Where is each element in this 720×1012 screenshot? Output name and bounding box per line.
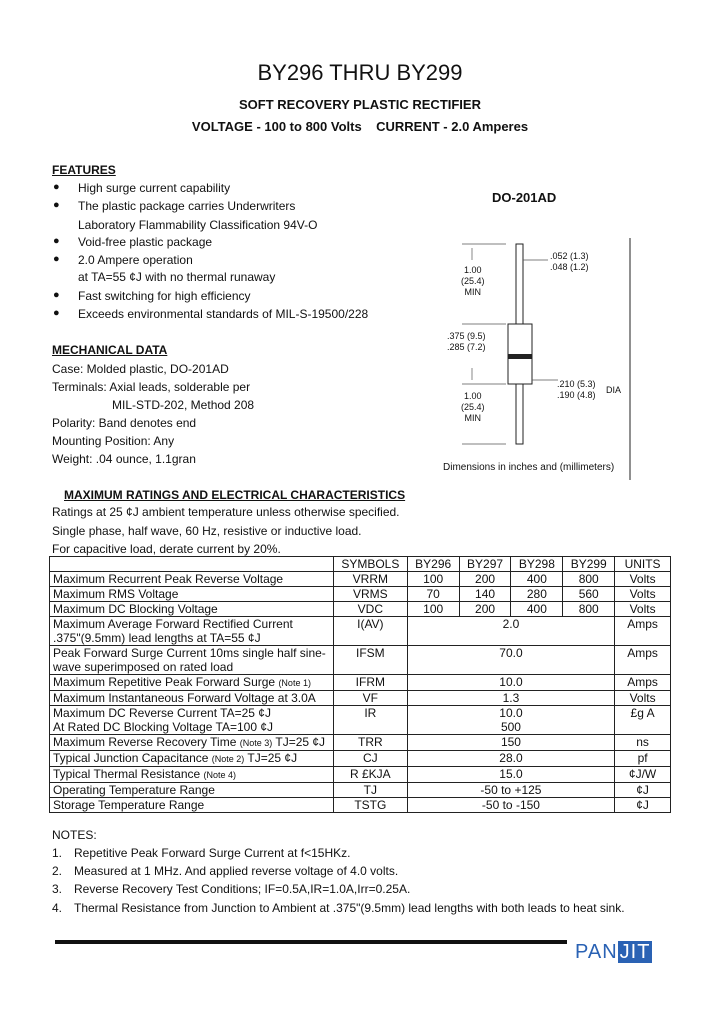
- lead-length-top-dim: 1.00 (25.4) MIN: [461, 265, 485, 297]
- table-row: Operating Temperature Range TJ -50 to +125 ¢J: [50, 783, 671, 798]
- mech-line: MIL-STD-202, Method 208: [112, 398, 255, 412]
- table-row: Maximum Average Forward Rectified Current .375"(9.5mm) lead lengths at TA=55 ¢J I(AV) 2.0 Amps: [50, 617, 671, 646]
- panjit-logo: PAN JIT: [575, 941, 651, 963]
- column-header: BY298: [511, 557, 563, 572]
- features-heading: FEATURES: [52, 163, 116, 177]
- feature-item: High surge current capability: [78, 181, 231, 195]
- page-title: BY296 THRU BY299: [257, 60, 463, 85]
- ratings-intro-line: For capacitive load, derate current by 20%.: [52, 542, 281, 556]
- note-number: 1.: [52, 846, 63, 860]
- note-text: Thermal Resistance from Junction to Ambient at .375"(9.5mm) lead lengths with both leads to heat sink.: [74, 901, 625, 915]
- feature-item: The plastic package carries Underwriters: [78, 199, 296, 213]
- body-length-dim: .375 (9.5) .285 (7.2): [447, 331, 486, 352]
- bullet-icon: ●: [53, 199, 60, 211]
- column-header: BY296: [407, 557, 459, 572]
- notes-heading: NOTES:: [52, 828, 97, 842]
- table-row: Maximum DC Blocking Voltage VDC 100 200 400 800 Volts: [50, 602, 671, 617]
- note-text: Repetitive Peak Forward Surge Current at f<15HKz.: [74, 846, 351, 860]
- package-label: DO-201AD: [492, 190, 557, 205]
- table-row: Maximum RMS Voltage VRMS 70 140 280 560 Volts: [50, 587, 671, 602]
- mech-line: Mounting Position: Any: [52, 434, 175, 448]
- body-diameter-dim: .210 (5.3) .190 (4.8): [557, 379, 596, 400]
- feature-item: Void-free plastic package: [78, 235, 213, 249]
- table-row: Typical Junction Capacitance (Note 2) TJ=25 ¢J CJ 28.0 pf: [50, 751, 671, 767]
- bullet-icon: ●: [53, 307, 60, 319]
- mechanical-heading: MECHANICAL DATA: [52, 343, 168, 357]
- lead-length-bottom-dim: 1.00 (25.4) MIN: [461, 391, 485, 423]
- mech-line: Weight: .04 ounce, 1.1gran: [52, 452, 196, 466]
- column-header: SYMBOLS: [333, 557, 407, 572]
- feature-item-cont: Laboratory Flammability Classification 94V-O: [78, 218, 318, 232]
- table-row: Peak Forward Surge Current 10ms single half sine- wave superimposed on rated load IFSM 70.0 Amps: [50, 646, 671, 675]
- ratings-heading: MAXIMUM RATINGS AND ELECTRICAL CHARACTERISTICS: [64, 488, 406, 502]
- bullet-icon: ●: [53, 181, 60, 193]
- table-header-row: [50, 557, 671, 572]
- ratings-intro-line: Single phase, half wave, 60 Hz, resistive or inductive load.: [52, 524, 362, 538]
- ratings-intro-line: Ratings at 25 ¢J ambient temperature unless otherwise specified.: [52, 505, 400, 519]
- dia-label: DIA: [606, 385, 622, 395]
- bullet-icon: ●: [53, 235, 60, 247]
- feature-item-cont: at TA=55 ¢J with no thermal runaway: [78, 270, 276, 284]
- column-header: BY297: [459, 557, 511, 572]
- dimensions-caption: Dimensions in inches and (millimeters): [443, 462, 615, 473]
- bullet-icon: ●: [53, 289, 60, 301]
- feature-item: Fast switching for high efficiency: [78, 289, 251, 303]
- mech-line: Polarity: Band denotes end: [52, 416, 197, 430]
- note-text: Reverse Recovery Test Conditions; IF=0.5A,IR=1.0A,Irr=0.25A.: [74, 882, 411, 896]
- column-header: [50, 557, 334, 572]
- lead-diameter-dim: .052 (1.3) .048 (1.2): [550, 251, 589, 272]
- ratings-table: [49, 556, 671, 813]
- feature-item: Exceeds environmental standards of MIL-S-19500/228: [78, 307, 369, 321]
- table-row: Storage Temperature Range TSTG -50 to -150 ¢J: [50, 798, 671, 813]
- table-row: Typical Thermal Resistance (Note 4) R £KJA 15.0 ¢J/W: [50, 767, 671, 783]
- note-text: Measured at 1 MHz. And applied reverse voltage of 4.0 volts.: [74, 864, 399, 878]
- table-row: Maximum Reverse Recovery Time (Note 3) TJ=25 ¢J TRR 150 ns: [50, 735, 671, 751]
- table-row: Maximum Repetitive Peak Forward Surge (Note 1) IFRM 10.0 Amps: [50, 675, 671, 691]
- bullet-icon: ●: [53, 253, 60, 265]
- subtitle: SOFT RECOVERY PLASTIC RECTIFIER: [239, 97, 481, 112]
- ratings-line: VOLTAGE - 100 to 800 Volts CURRENT - 2.0 Amperes: [191, 119, 529, 134]
- package-outline-drawing: [420, 230, 640, 480]
- mech-line: Terminals: Axial leads, solderable per: [52, 380, 251, 394]
- mech-line: Case: Molded plastic, DO-201AD: [52, 362, 229, 376]
- footer-rule: [55, 940, 567, 944]
- table-row: Maximum Recurrent Peak Reverse Voltage VRRM 100 200 400 800 Volts: [50, 572, 671, 587]
- table-row: Maximum Instantaneous Forward Voltage at 3.0A VF 1.3 Volts: [50, 691, 671, 706]
- note-number: 4.: [52, 901, 63, 915]
- note-number: 3.: [52, 882, 63, 896]
- column-header: BY299: [563, 557, 615, 572]
- feature-item: 2.0 Ampere operation: [78, 253, 193, 267]
- column-header: UNITS: [615, 557, 671, 572]
- note-number: 2.: [52, 864, 63, 878]
- table-row: Maximum DC Reverse Current TA=25 ¢J At Rated DC Blocking Voltage TA=100 ¢J IR 10.0 500 £g A: [50, 706, 671, 735]
